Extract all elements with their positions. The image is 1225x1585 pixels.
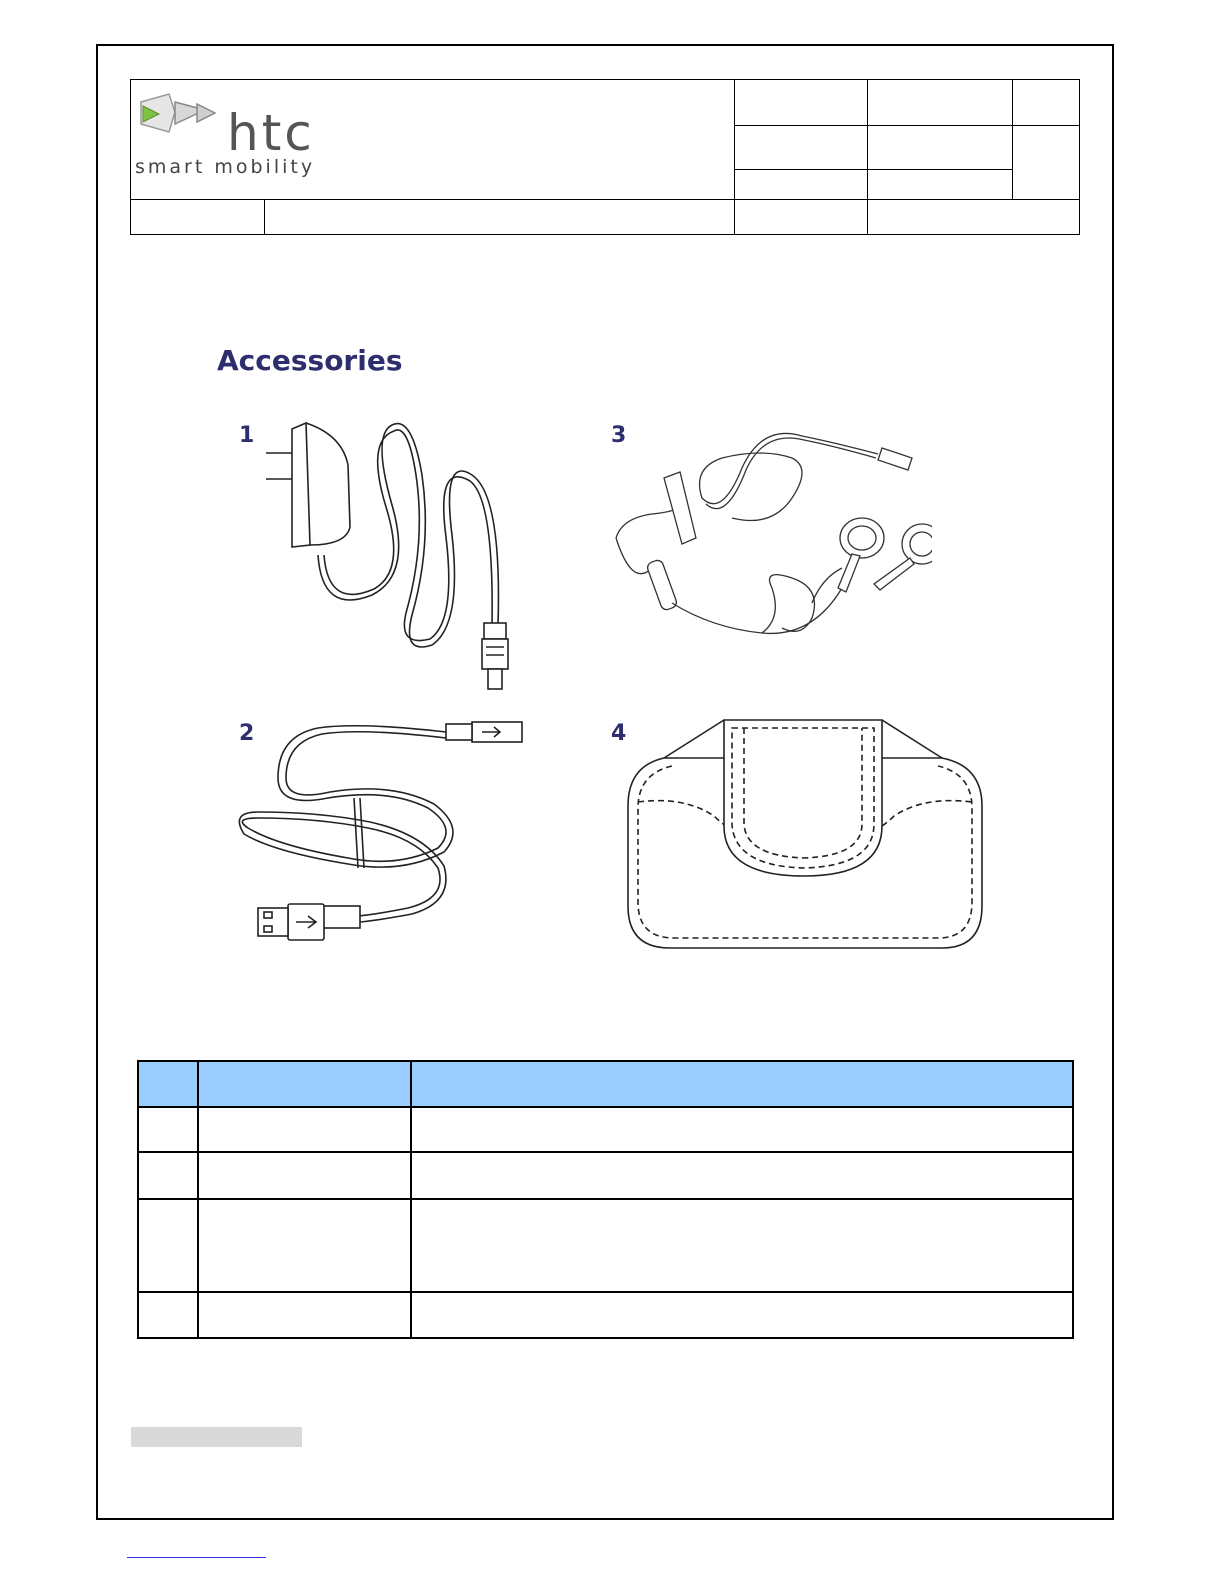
accessories-table [137,1060,1074,1339]
usb-cable-icon [238,718,528,944]
header-cell [734,125,868,170]
footer-link-underline[interactable] [127,1557,266,1558]
header-cell [867,125,1013,170]
ac-adapter-icon [262,415,512,695]
header-cell [867,79,1013,126]
header-cell [1012,79,1080,126]
logo-box [130,79,735,200]
carrying-pouch-icon [624,716,988,956]
table-header-row [139,1062,1072,1108]
header-cell [867,169,1013,200]
logo-tagline: smart mobility [135,156,316,178]
section-title: Accessories [217,344,403,377]
header-cell [264,199,735,235]
table-row [139,1200,1072,1293]
header-cell [1012,125,1080,200]
table-column-divider [410,1062,412,1337]
header-cell [734,79,868,126]
table-row [139,1106,1072,1153]
accessory-number-3: 3 [611,423,627,448]
gray-placeholder-bar [131,1427,302,1447]
accessory-number-2: 2 [239,721,255,746]
header-cell [734,169,868,200]
accessory-number-4: 4 [611,721,627,746]
table-column-divider [197,1062,199,1337]
header-cell [130,199,265,235]
logo-wordmark: htc [227,104,315,162]
stereo-headset-icon [612,428,932,648]
header-cell [867,199,1080,235]
table-row [139,1153,1072,1200]
header-cell [734,199,868,235]
accessory-number-1: 1 [239,423,255,448]
